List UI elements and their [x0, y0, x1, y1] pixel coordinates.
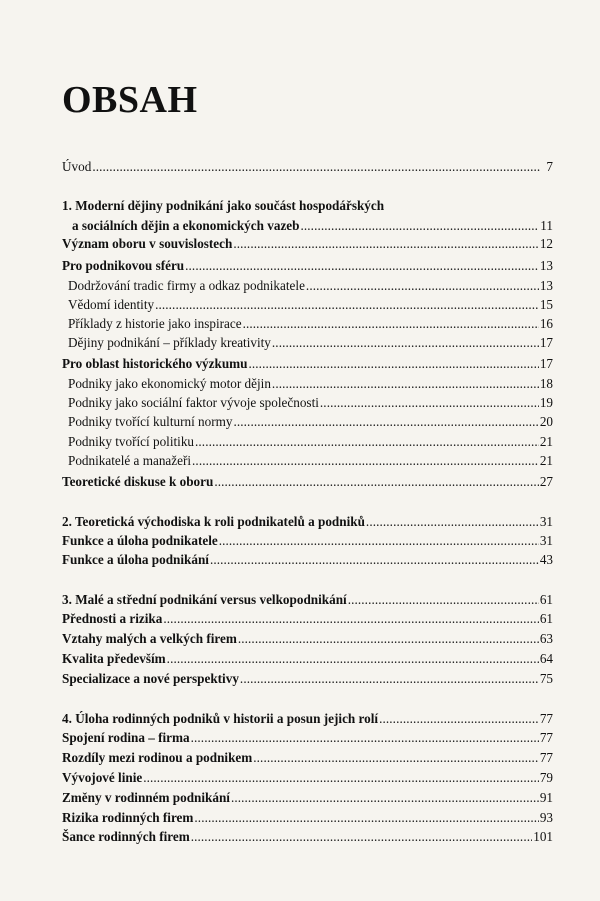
toc-entry-title: Význam oboru v souvislostech — [62, 236, 233, 251]
toc-entry-page: 77 — [539, 750, 553, 765]
toc-entry-title: Podnikatelé a manažeři — [68, 453, 192, 468]
toc-entry-page: 15 — [539, 297, 553, 312]
dot-leader — [272, 335, 539, 351]
toc-entry[interactable] — [68, 414, 553, 430]
toc-entry-prefix: 1. Moderní dějiny podnikání jako součást hospodářských — [62, 198, 385, 213]
toc-entry[interactable] — [62, 829, 553, 845]
toc-entry-page: 31 — [539, 533, 553, 548]
toc-entry[interactable] — [68, 376, 553, 392]
toc-entry-page: 21 — [539, 453, 553, 468]
toc-entry[interactable] — [62, 651, 553, 667]
toc-entry-page: 11 — [540, 218, 553, 233]
dot-leader — [238, 631, 539, 647]
toc-entry[interactable] — [62, 750, 553, 766]
toc-entry-title: a sociálních dějin a ekonomických vazeb — [72, 218, 300, 233]
dot-leader — [214, 474, 538, 490]
toc-entry-title: Podniky jako ekonomický motor dějin — [68, 376, 271, 391]
toc-entry-title: Dějiny podnikání – příklady kreativity — [68, 335, 271, 350]
page-title: OBSAH — [62, 79, 198, 121]
dot-leader — [195, 434, 539, 450]
dot-leader — [185, 258, 539, 274]
toc-entry-page: 75 — [539, 671, 553, 686]
toc-entry-title: 2. Teoretická východiska k roli podnikatelů a podniků — [62, 514, 365, 529]
dot-leader — [379, 711, 539, 727]
dot-leader — [194, 810, 538, 826]
dot-leader — [191, 829, 532, 845]
toc-entry-title: Vztahy malých a velkých firem — [62, 631, 237, 646]
dot-leader — [155, 297, 539, 313]
toc-entry-title: Příklady z historie jako inspirace — [68, 316, 242, 331]
dot-leader — [143, 770, 539, 786]
toc-entry-page: 43 — [539, 552, 553, 567]
dot-leader — [243, 316, 539, 332]
toc-entry-title: Rizika rodinných firem — [62, 810, 194, 825]
dot-leader — [163, 611, 538, 627]
toc-entry[interactable] — [62, 730, 553, 746]
toc-entry[interactable] — [62, 533, 553, 549]
toc-entry[interactable] — [62, 611, 553, 627]
toc-entry-title: Specializace a nové perspektivy — [62, 671, 239, 686]
toc-entry[interactable] — [68, 316, 553, 332]
dot-leader — [301, 218, 540, 234]
toc-entry-page: 16 — [539, 316, 553, 331]
toc-entry-title: 3. Malé a střední podnikání versus velkopodnikání — [62, 592, 347, 607]
toc-entry[interactable] — [62, 790, 553, 806]
toc-entry-page: 63 — [539, 631, 553, 646]
toc-entry-title: Teoretické diskuse k oboru — [62, 474, 214, 489]
toc-entry-page: 93 — [539, 810, 553, 825]
toc-entry[interactable] — [62, 552, 553, 568]
toc-entry-page: 91 — [539, 790, 553, 805]
toc-entry-page: 101 — [533, 829, 553, 844]
toc-entry-title: 4. Úloha rodinných podniků v historii a posun jejich rolí — [62, 711, 379, 726]
dot-leader — [167, 651, 539, 667]
toc-entry-title: Podniky jako sociální faktor vývoje společnosti — [68, 395, 319, 410]
toc-entry[interactable] — [62, 770, 553, 786]
dot-leader — [253, 750, 539, 766]
toc-entry-page: 77 — [539, 730, 553, 745]
toc-entry[interactable] — [62, 671, 553, 687]
toc-entry[interactable] — [62, 218, 553, 234]
toc-entry-page: 31 — [539, 514, 553, 529]
toc-entry-page: 21 — [539, 434, 553, 449]
toc-entry-title: Funkce a úloha podnikání — [62, 552, 209, 567]
toc-entry-title: Úvod — [62, 159, 92, 174]
toc-entry-title: Šance rodinných firem — [62, 829, 190, 844]
dot-leader — [348, 592, 539, 608]
toc-entry-title: Pro oblast historického výzkumu — [62, 356, 248, 371]
toc-entry-page: 12 — [539, 236, 553, 251]
dot-leader — [210, 552, 539, 568]
dot-leader — [231, 790, 539, 806]
toc-entry-title: Rozdíly mezi rodinou a podnikem — [62, 750, 253, 765]
dot-leader — [92, 159, 545, 175]
toc-entry[interactable] — [62, 159, 553, 175]
dot-leader — [320, 395, 539, 411]
toc-entry-title: Pro podnikovou sféru — [62, 258, 185, 273]
toc-entry-title: Podniky tvořící kulturní normy — [68, 414, 233, 429]
dot-leader — [191, 730, 539, 746]
dot-leader — [366, 514, 539, 530]
toc-entry[interactable] — [62, 474, 553, 490]
toc-entry-page: 13 — [539, 258, 553, 273]
toc-entry-page: 64 — [539, 651, 553, 666]
dot-leader — [219, 533, 539, 549]
toc-entry-title: Funkce a úloha podnikatele — [62, 533, 218, 548]
dot-leader — [233, 236, 538, 252]
toc-entry-title: Vývojové linie — [62, 770, 143, 785]
toc-entry-title: Spojení rodina – firma — [62, 730, 190, 745]
toc-entry[interactable] — [62, 631, 553, 647]
toc-entry-title: Dodržování tradic firmy a odkaz podnikatele — [68, 278, 305, 293]
toc-entry-page: 17 — [539, 335, 553, 350]
toc-entry-title: Podniky tvořící politiku — [68, 434, 195, 449]
toc-entry[interactable] — [68, 434, 553, 450]
dot-leader — [249, 356, 539, 372]
toc-entry[interactable] — [62, 810, 553, 826]
dot-leader — [240, 671, 539, 687]
toc-entry[interactable] — [62, 514, 553, 530]
toc-entry[interactable] — [62, 236, 553, 252]
toc-entry[interactable] — [62, 592, 553, 608]
toc-entry-page: 61 — [539, 611, 553, 626]
toc-entry[interactable] — [68, 297, 553, 313]
toc-entry-title: Kvalita především — [62, 651, 166, 666]
toc-entry[interactable] — [68, 453, 553, 469]
toc-entry-page: 19 — [539, 395, 553, 410]
toc-entry[interactable] — [68, 395, 553, 411]
toc-entry-title: Změny v rodinném podnikání — [62, 790, 230, 805]
dot-leader — [233, 414, 538, 430]
toc-entry-page: 20 — [539, 414, 553, 429]
toc-entry[interactable] — [62, 258, 553, 274]
toc-entry-page: 7 — [546, 159, 553, 174]
toc-entry[interactable] — [68, 335, 553, 351]
dot-leader — [192, 453, 539, 469]
toc-entry[interactable] — [62, 356, 553, 372]
toc-entry-page: 79 — [539, 770, 553, 785]
toc-entry-title: Přednosti a rizika — [62, 611, 163, 626]
toc-entry-page: 27 — [539, 474, 553, 489]
toc-entry-page: 61 — [539, 592, 553, 607]
toc-entry-title: Vědomí identity — [68, 297, 155, 312]
dot-leader — [306, 278, 539, 294]
toc-entry-page: 77 — [539, 711, 553, 726]
dot-leader — [272, 376, 539, 392]
toc-entry-page: 17 — [539, 356, 553, 371]
toc-entry-page: 18 — [539, 376, 553, 391]
toc-entry[interactable] — [68, 278, 553, 294]
toc-entry-page: 13 — [539, 278, 553, 293]
toc-entry[interactable] — [62, 711, 553, 727]
